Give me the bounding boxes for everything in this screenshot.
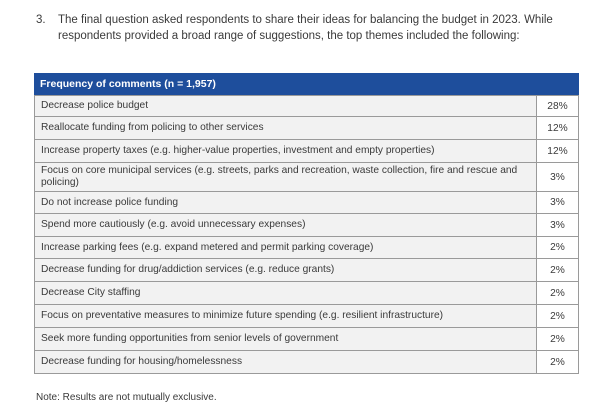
row-label: Focus on preventative measures to minimize future spending (e.g. resilient infrastructure) bbox=[34, 305, 537, 327]
table-row bbox=[34, 305, 579, 328]
row-percentage: 2% bbox=[537, 305, 579, 327]
row-percentage: 2% bbox=[537, 351, 579, 373]
row-label: Increase property taxes (e.g. higher-value properties, investment and empty properties) bbox=[34, 140, 537, 162]
row-label: Reallocate funding from policing to other services bbox=[34, 117, 537, 139]
row-percentage: 28% bbox=[537, 96, 579, 116]
row-label: Focus on core municipal services (e.g. streets, parks and recreation, waste collection, fire and rescue and policing) bbox=[34, 163, 537, 191]
table-row bbox=[34, 328, 579, 351]
row-percentage: 2% bbox=[537, 328, 579, 350]
footnote: Note: Results are not mutually exclusive. bbox=[36, 392, 217, 403]
table-row bbox=[34, 259, 579, 282]
table-row bbox=[34, 282, 579, 305]
table-row bbox=[34, 95, 579, 117]
row-percentage: 3% bbox=[537, 214, 579, 236]
table-row bbox=[34, 163, 579, 192]
frequency-table bbox=[34, 73, 579, 374]
intro-text: The final question asked respondents to share their ideas for balancing the budget in 2023. While respondents provided a broad range of suggestions, the top themes included the following: bbox=[58, 14, 553, 42]
row-label: Decrease police budget bbox=[34, 96, 537, 116]
row-percentage: 2% bbox=[537, 237, 579, 258]
row-label: Spend more cautiously (e.g. avoid unnecessary expenses) bbox=[34, 214, 537, 236]
row-percentage: 2% bbox=[537, 259, 579, 281]
row-percentage: 12% bbox=[537, 140, 579, 162]
table-row bbox=[34, 237, 579, 259]
table-row bbox=[34, 117, 579, 140]
row-percentage: 3% bbox=[537, 163, 579, 191]
row-label: Increase parking fees (e.g. expand metered and permit parking coverage) bbox=[34, 237, 537, 258]
table-header: Frequency of comments (n = 1,957) bbox=[34, 73, 579, 95]
table-body bbox=[34, 95, 579, 374]
list-number: 3. bbox=[36, 14, 46, 26]
row-label: Decrease funding for housing/homelessness bbox=[34, 351, 537, 373]
table-row bbox=[34, 192, 579, 214]
row-label: Decrease City staffing bbox=[34, 282, 537, 304]
row-percentage: 12% bbox=[537, 117, 579, 139]
intro-paragraph bbox=[36, 12, 596, 44]
table-row bbox=[34, 140, 579, 163]
row-label: Decrease funding for drug/addiction services (e.g. reduce grants) bbox=[34, 259, 537, 281]
table-row bbox=[34, 351, 579, 374]
row-label: Seek more funding opportunities from senior levels of government bbox=[34, 328, 537, 350]
row-percentage: 3% bbox=[537, 192, 579, 213]
table-row bbox=[34, 214, 579, 237]
row-percentage: 2% bbox=[537, 282, 579, 304]
row-label: Do not increase police funding bbox=[34, 192, 537, 213]
